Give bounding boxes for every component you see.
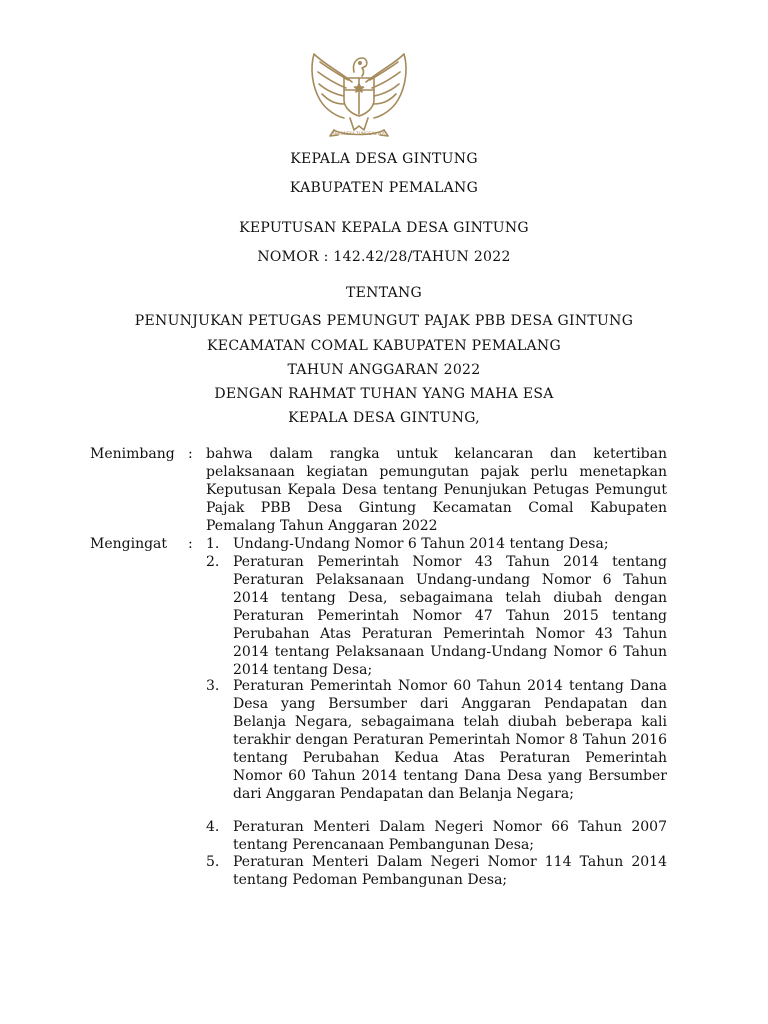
list-item <box>206 677 667 803</box>
decree-title: KEPUTUSAN KEPALA DESA GINTUNG <box>239 220 529 236</box>
mengingat-colon: : <box>188 536 193 552</box>
list-item <box>206 553 667 679</box>
list-item-text: Peraturan Menteri Dalam Negeri Nomor 66 Tahun 2007 tentang Perencanaan Pembangunan Desa; <box>233 819 667 853</box>
menimbang-label: Menimbang <box>90 446 175 462</box>
list-item-number: 2. <box>206 554 220 570</box>
garuda-pancasila-emblem-icon <box>304 42 414 146</box>
subject-line-2: KECAMATAN COMAL KABUPATEN PEMALANG <box>207 338 561 354</box>
header-line-2: KABUPATEN PEMALANG <box>289 180 479 196</box>
header-line-1: KEPALA DESA GINTUNG <box>290 151 478 167</box>
decree-number: NOMOR : 142.42/28/TAHUN 2022 <box>257 249 511 265</box>
list-item-number: 5. <box>206 854 220 870</box>
about-heading: TENTANG <box>345 285 423 301</box>
list-item <box>206 853 667 889</box>
list-item-text: Peraturan Pemerintah Nomor 43 Tahun 2014 tentang Peraturan Pelaksanaan Undang-undang Nomor 6 Tahun 2014 tentang Desa, sebagaimana telah diubah dengan Peraturan Pemerintah Nomor 47 Tahun 2015 tentang Perubahan Atas Peraturan Pemerintah Nomor 43 Tahun 2014 tentang Pelaksanaan Undang-Undang Nomor 6 Tahun 2014 tentang Desa; <box>233 554 667 678</box>
subject-line-1: PENUNJUKAN PETUGAS PEMUNGUT PAJAK PBB DESA GINTUNG <box>134 313 634 329</box>
emblem-ribbon-text: BHINNEKA TUNGGAL IKA <box>333 131 385 136</box>
mengingat-label: Mengingat <box>90 536 168 552</box>
authority-line: KEPALA DESA GINTUNG, <box>288 410 480 426</box>
menimbang-text: bahwa dalam rangka untuk kelancaran dan ketertiban pelaksanaan kegiatan pemungutan pajak perlu menetapkan Keputusan Kepala Desa tentang Penunjukan Petugas Pemungut Pajak PBB Desa Gintung Kecamatan Comal Kabupaten Pemalang Tahun Anggaran 2022 <box>206 446 667 534</box>
list-item-text: Peraturan Pemerintah Nomor 60 Tahun 2014 tentang Dana Desa yang Bersumber dari Anggaran Pendapatan dan Belanja Negara, sebagaimana telah diubah beberapa kali terakhir dengan Peraturan Pemerintah Nomor 8 Tahun 2016 tentang Perubahan Kedua Atas Peraturan Pemerintah Nomor 60 Tahun 2014 tentang Dana Desa yang Bersumber dari Anggaran Pendapatan dan Belanja Negara; <box>233 678 667 802</box>
list-item <box>206 535 667 553</box>
list-item-number: 1. <box>206 536 220 552</box>
menimbang-colon: : <box>188 446 193 462</box>
list-item-text: Undang-Undang Nomor 6 Tahun 2014 tentang Desa; <box>233 536 609 552</box>
list-item-text: Peraturan Menteri Dalam Negeri Nomor 114 Tahun 2014 tentang Pedoman Pembangunan Desa; <box>233 854 667 888</box>
list-item-number: 4. <box>206 819 220 835</box>
list-item <box>206 818 667 854</box>
list-item-number: 3. <box>206 678 220 694</box>
subject-line-3: TAHUN ANGGARAN 2022 <box>287 362 481 378</box>
blessing-line: DENGAN RAHMAT TUHAN YANG MAHA ESA <box>214 386 554 402</box>
